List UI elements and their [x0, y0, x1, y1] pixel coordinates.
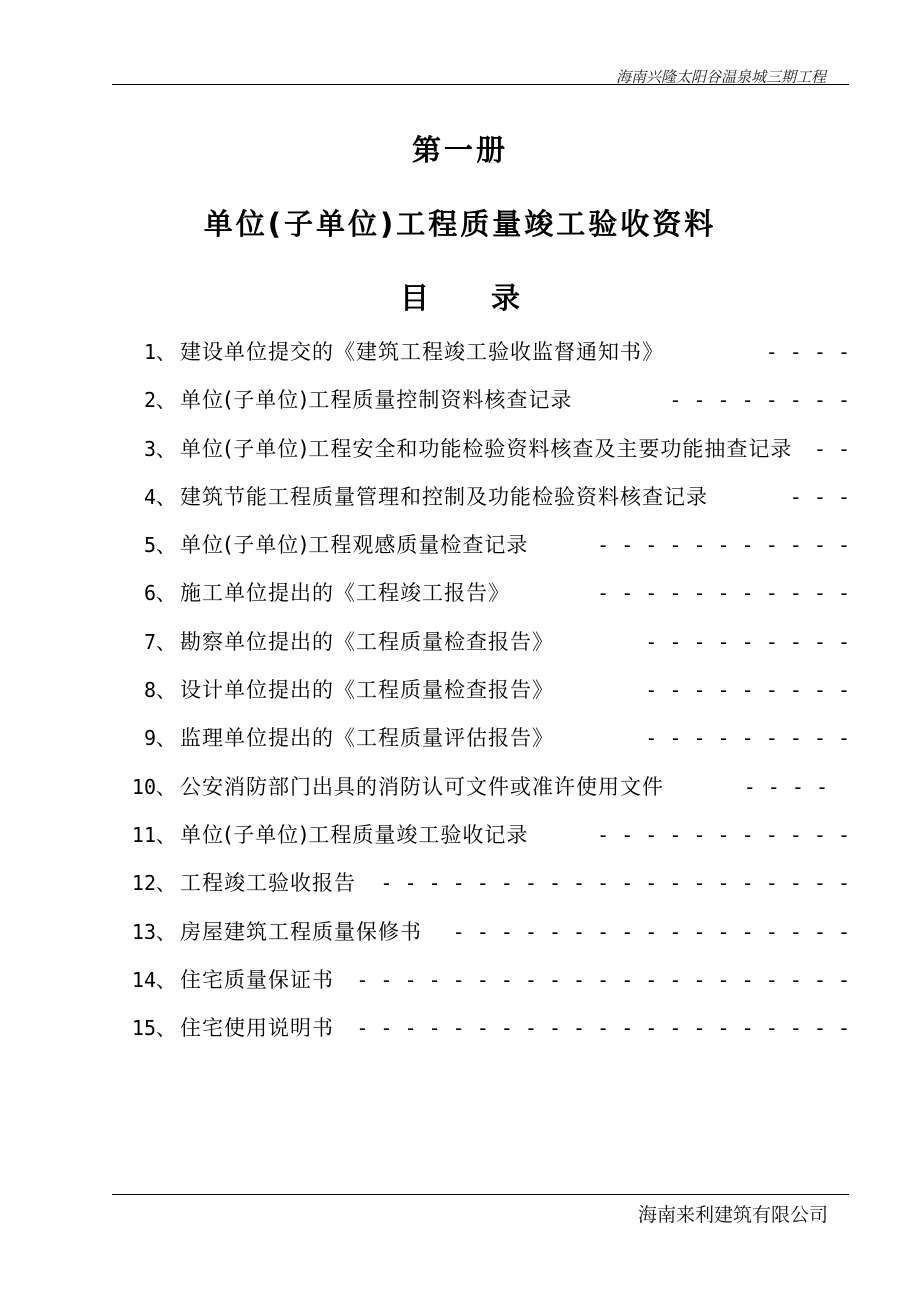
toc-item-number: 10、	[131, 774, 176, 799]
toc-item[interactable]	[0, 813, 920, 861]
toc-item[interactable]	[0, 1006, 920, 1054]
toc-item-number: 2、	[143, 388, 176, 413]
toc-item[interactable]	[0, 475, 920, 523]
toc-item-number: 12、	[131, 871, 176, 896]
toc-item-label: 房屋建筑工程质量保修书	[180, 919, 422, 944]
toc-item-number: 14、	[131, 967, 176, 992]
toc-item-leader: - - - - - - - - - - - - - - - - - - - - -	[356, 967, 850, 992]
toc-item-label: 监理单位提出的《工程质量评估报告》	[180, 726, 554, 751]
toc-item[interactable]	[0, 571, 920, 619]
toc-item-leader: - - - - - - - - -	[645, 678, 850, 703]
toc-item-label: 单位(子单位)工程观感质量检查记录	[180, 533, 529, 558]
toc-item-label: 设计单位提出的《工程质量检查报告》	[180, 678, 554, 703]
toc-item-number: 8、	[143, 678, 176, 703]
header-divider	[112, 84, 849, 85]
toc-item-leader: - - - - - - - - -	[645, 629, 850, 654]
toc-item-leader: - - - - - - - - - - - - - - - - -	[452, 919, 850, 944]
toc-item-label: 建筑节能工程质量管理和控制及功能检验资料核查记录	[180, 484, 708, 509]
toc-item[interactable]	[0, 620, 920, 668]
toc-heading-char-2: 录	[491, 281, 521, 315]
toc-item-number: 15、	[131, 1016, 176, 1041]
footer-company-name: 海南来利建筑有限公司	[637, 1204, 828, 1226]
toc-item-leader: - - -	[789, 484, 850, 509]
toc-item-leader: - - - -	[743, 774, 828, 799]
toc-item-number: 9、	[143, 726, 176, 751]
toc-item-label: 单位(子单位)工程安全和功能检验资料核查及主要功能抽查记录	[180, 436, 793, 461]
volume-title: 第一册	[411, 133, 508, 167]
toc-item-label: 施工单位提出的《工程竣工报告》	[180, 581, 510, 606]
toc-item-leader: - - - - - - - - - - -	[597, 822, 850, 847]
toc-item-label: 工程竣工验收报告	[180, 871, 356, 896]
toc-item-number: 6、	[143, 581, 176, 606]
toc-item-label: 建设单位提交的《建筑工程竣工验收监督通知书》	[180, 340, 664, 364]
toc-heading-char-1: 目	[399, 281, 429, 315]
toc-item-leader: - - - - - - - - - - - - - - - - - - - - -	[356, 1016, 850, 1041]
toc-item[interactable]	[0, 523, 920, 571]
toc-item-label: 公安消防部门出具的消防认可文件或准许使用文件	[180, 774, 664, 799]
toc-item[interactable]	[0, 330, 920, 378]
toc-item-leader: - - - - - - - - - - -	[597, 533, 850, 558]
header-project-name: 海南兴隆太阳谷温泉城三期工程	[615, 68, 826, 86]
toc-item-label: 住宅使用说明书	[180, 1016, 334, 1041]
toc-item-number: 1、	[143, 340, 176, 364]
toc-item-number: 3、	[143, 436, 176, 461]
toc-item[interactable]	[0, 427, 920, 475]
toc-item[interactable]	[0, 958, 920, 1006]
toc-item-number: 4、	[143, 484, 176, 509]
toc-item-number: 11、	[131, 822, 176, 847]
toc-item[interactable]	[0, 378, 920, 426]
toc-item[interactable]	[0, 765, 920, 813]
toc-item-label: 勘察单位提出的《工程质量检查报告》	[180, 629, 554, 654]
toc-item[interactable]	[0, 668, 920, 716]
toc-item-number: 5、	[143, 533, 176, 558]
toc-item-leader: - - - - - - - - - - -	[597, 581, 850, 606]
toc-item[interactable]	[0, 716, 920, 764]
toc-item-number: 13、	[131, 919, 176, 944]
toc-item-label: 住宅质量保证书	[180, 967, 334, 992]
toc-item[interactable]	[0, 910, 920, 958]
toc-item[interactable]	[0, 861, 920, 909]
toc-item-label: 单位(子单位)工程质量控制资料核查记录	[180, 388, 573, 413]
toc-item-leader: - - - - - - - -	[669, 388, 850, 413]
toc-item-leader: - - - - - - - - -	[645, 726, 850, 751]
toc-item-label: 单位(子单位)工程质量竣工验收记录	[180, 822, 529, 847]
toc-item-number: 7、	[143, 629, 176, 654]
table-of-contents	[0, 330, 920, 1054]
main-title: 单位(子单位)工程质量竣工验收资料	[203, 207, 717, 241]
toc-item-leader: - - - -	[765, 340, 850, 364]
footer-divider	[112, 1194, 849, 1195]
toc-item-leader: - - - - - - - - - - - - - - - - - - - -	[380, 871, 850, 896]
toc-item-leader: - -	[813, 436, 850, 461]
toc-heading	[0, 276, 920, 317]
